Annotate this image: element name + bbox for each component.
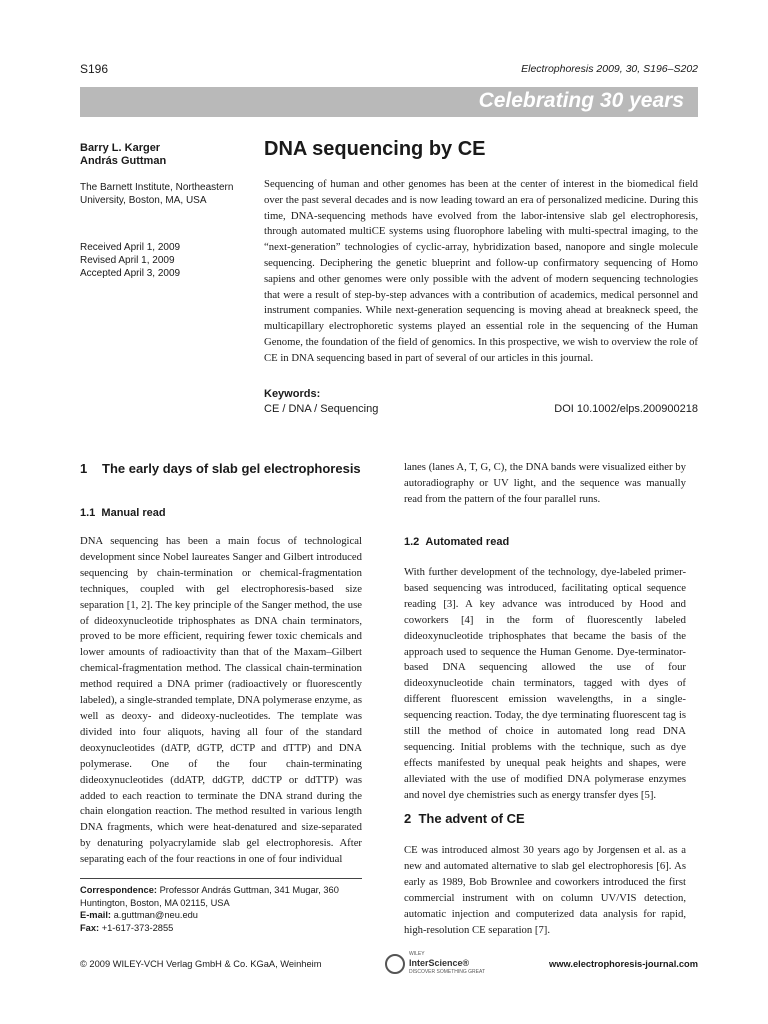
logo-icon (385, 954, 405, 974)
section-number: 1.1 (80, 507, 96, 519)
affiliation: The Barnett Institute, Northeastern University, Boston, MA, USA (80, 182, 234, 206)
accepted-date: Accepted April 3, 2009 (80, 268, 181, 279)
fax-label: Fax: (80, 922, 100, 933)
section-1-heading (80, 461, 362, 476)
section-number: 1.2 (404, 536, 420, 548)
section-1-1-heading (80, 507, 166, 519)
correspondence-text: Professor András Guttman, 341 Mugar, 360 Huntington, Boston, MA 02115, USA (80, 885, 339, 908)
section-1-1-continued: lanes (lanes A, T, G, C), the DNA bands were visualized either by autoradiography or UV light, and the sequence was manually read from the pattern of the four parallel runs. (404, 461, 686, 505)
section-number: 1 (80, 461, 88, 476)
section-title: The advent of CE (418, 811, 525, 826)
keywords: CE / DNA / Sequencing (264, 403, 379, 415)
copyright: © 2009 WILEY-VCH Verlag GmbH & Co. KGaA, Weinheim (80, 959, 322, 969)
logo-name: InterScience® (409, 958, 470, 968)
section-1-2-body: With further development of the technology, dye-labeled primer-based sequencing was introduced, facilitating optical sequence reading [3]. A key advance was introduced by Hood and coworkers [4] in the form of fluorescently labeled dideoxynucleotide triphosphates that became the basis of the approach used to sequence the Human Genome. Dye-terminator-based DNA sequencing allowed the use of four dideoxynucleotide chain terminators, tagged with dyes of different fluorescent emission wavelengths, in a single-sequencing reaction. Today, the dye terminating fluorescent tag is still the method of choice in automated long read DNA sequencing. Initial problems with the technique, such as dye effects manifested by unequal peak heights and shapes, were alleviated with the use of modified DNA polymerase enzymes and novel dye chemistries such as energy transfer dyes [5]. (404, 566, 686, 801)
correspondence-label: Correspondence: (80, 885, 157, 895)
section-title: Manual read (101, 507, 166, 519)
interscience-logo (385, 950, 485, 977)
logo-publisher: WILEY (409, 951, 425, 957)
section-title: Automated read (425, 536, 510, 548)
correspondence-divider (80, 878, 362, 879)
journal-volume-pages: 2009, 30, S196–S202 (593, 63, 698, 75)
author: Barry L. Karger (80, 142, 161, 154)
fax-number: +1-617-373-2855 (99, 922, 174, 933)
section-number: 2 (404, 811, 412, 826)
section-2-heading (404, 811, 525, 826)
correspondence (80, 884, 362, 934)
banner-text: Celebrating 30 years (478, 89, 684, 112)
article-title: DNA sequencing by CE (264, 138, 486, 160)
section-1-1-body: DNA sequencing has been a main focus of technological development since Nobel laureates Sanger and Gilbert introduced sequencing by chain-termination or chemical-fragmentation techniques, coupled with gel electrophoresis-based size separation [1, 2]. The key principle of the Sanger method, the use of dideoxynucleotide triphosphates as DNA chain terminators, proved to be more efficient, requiring fewer toxic chemicals and lower amounts of radioactivity than that of the Maxam–Gilbert chemical-fragmentation method. The classical chain-termination method required a DNA primer (radioactively or fluorescently labeled), a single-stranded template, DNA polymerase enzyme, as well as deoxy- and dideoxy-nucleotides. The template was divided into four aliquots, having all four of the standard deoxynucleotides (dATP, dGTP, dCTP and dTTP) and DNA polymerase. One of the four chain-terminating dideoxynucleotides (ddATP, ddGTP, ddCTP or ddTTP) was added to each reaction to terminate the DNA strand during the chain elongation reaction. The method resulted in various length DNA fragments, which were heat-denatured and size-separated by denaturing polyacrylamide slab gel electrophoresis. After separating each of the four reactions in one of four individual (80, 535, 362, 866)
section-1-2-heading (404, 536, 509, 548)
author: András Guttman (80, 155, 167, 167)
logo-tagline: DISCOVER SOMETHING GREAT (409, 969, 486, 975)
keywords-label: Keywords: (264, 388, 321, 400)
section-title: The early days of slab gel electrophoresis (102, 461, 361, 476)
received-date: Received April 1, 2009 (80, 242, 181, 253)
journal-url[interactable]: www.electrophoresis-journal.com (549, 959, 698, 969)
journal-reference (521, 63, 698, 75)
revised-date: Revised April 1, 2009 (80, 255, 175, 266)
abstract: Sequencing of human and other genomes has been at the center of interest in the biomedical field over the past several decades and is now leading toward an era of personalized medicine. During this time, DNA-sequencing methods have evolved from the labor-intensive slab gel electrophoresis, through automated multiCE systems using fluorophore labeling with multi-spectral imaging, to the “next-generation” technologies of cyclic-array, hybridization based, nanopore and single molecule sequencing. Deciphering the genetic blueprint and follow-up confirmatory sequencing of Homo sapiens and other genomes were only possible with the advent of modern sequencing technologies that were a result of step-by-step advances with a contribution of academics, medical personnel and instrument companies. While next-generation sequencing is moving ahead at breakneck speed, the multicapillary electrophoretic systems played an essential role in the sequencing of the Human Genome, the foundation of the field of genomics. In this prospective, we wish to overview the role of CE in DNA sequencing based in part of several of our articles in this journal. (264, 178, 698, 364)
page-number: S196 (80, 62, 109, 76)
email-link[interactable]: a.guttman@neu.edu (111, 910, 198, 920)
journal-name: Electrophoresis (521, 63, 594, 75)
authors (80, 142, 166, 168)
email-label: E-mail: (80, 910, 111, 920)
article-dates (80, 241, 180, 280)
section-2-body: CE was introduced almost 30 years ago by Jorgensen et al. as a new and automated alternative to slab gel electrophoresis [6]. As early as 1989, Bob Brownlee and coworkers introduced the first commercial instrument with on column UV/VIS detection, automatic injection and computerized data analysis for rapid, high-resolution CE separation [7]. (404, 844, 686, 936)
banner (80, 87, 698, 117)
doi[interactable]: DOI 10.1002/elps.200900218 (554, 403, 698, 415)
